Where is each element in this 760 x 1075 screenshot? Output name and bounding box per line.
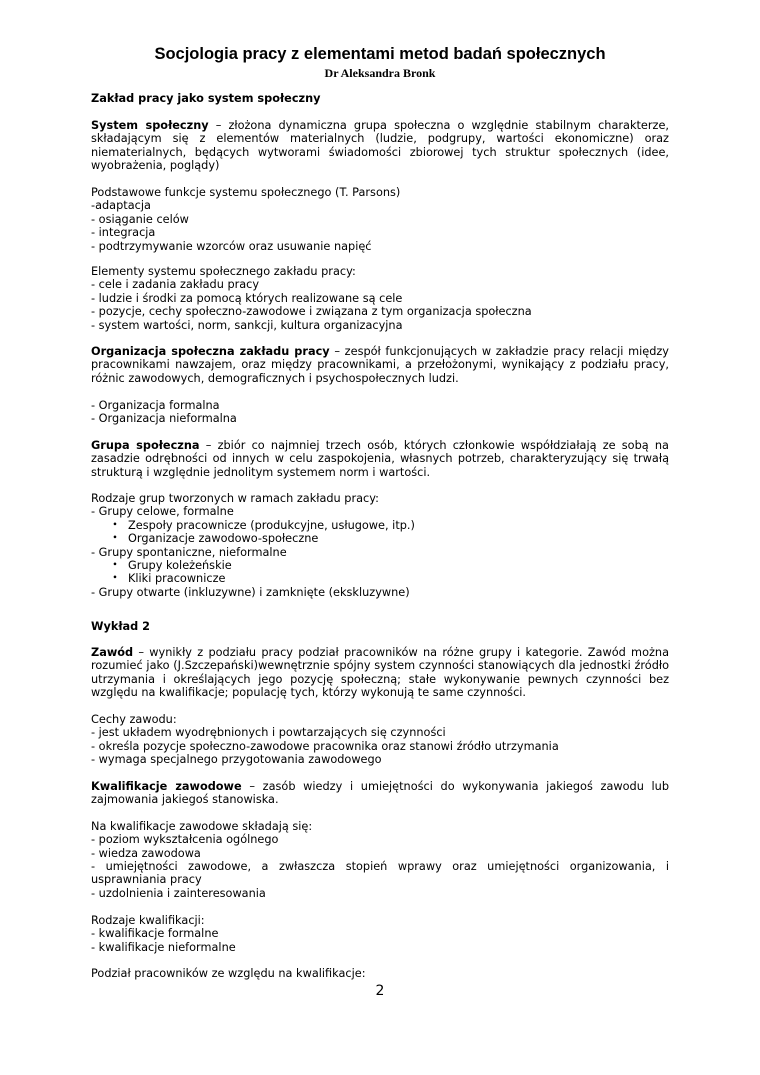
list-item: - kwalifikacje formalne xyxy=(91,927,219,941)
definition-organizacja xyxy=(91,345,669,385)
definition-text: – wynikły z podziału pracy podział pracowników na różne grupy i kategorie. Zawód można rozumieć jako (J.Szczepański)wewnętrznie spójny system czynności stanowiących dla jednostki źródło utrzymania i określających jego pozycję społeczną; stałe wykonywanie pewnych czynności bez względu na kwalifikacje; populację tych, którzy wykonują te same czynności. xyxy=(91,646,669,700)
list-title: Elementy systemu społecznego zakładu pracy: xyxy=(91,265,356,278)
list-title: Rodzaje kwalifikacji: xyxy=(91,914,205,927)
definition-zawod xyxy=(91,646,669,700)
bullet-icon: • xyxy=(113,532,117,545)
list-item: - Grupy spontaniczne, nieformalne xyxy=(91,545,287,559)
page-title: Socjologia pracy z elementami metod badań społecznych xyxy=(154,45,606,63)
term-system-spoleczny: System społeczny xyxy=(91,119,209,132)
definition-system-spoleczny xyxy=(91,119,669,173)
bullet-item: • Zespoły pracownicze (produkcyjne, usługowe, itp.) xyxy=(113,518,415,532)
list-rodzaje-grup xyxy=(91,492,669,599)
list-item: - jest układem wyodrębnionych i powtarzających się czynności xyxy=(91,726,446,740)
list-item: - ludzie i środki za pomocą których realizowane są cele xyxy=(91,291,403,305)
list-title: Podstawowe funkcje systemu społecznego (T. Parsons) xyxy=(91,186,401,199)
definition-text: – złożona dynamiczna grupa społeczna o względnie stabilnym charakterze, składającym się z elementów materialnych (ludzie, podgrupy, wartości ekonomiczne) oraz niematerialnych, będących wytworami świadomości zbiorowej tych struktur społecznych (idee, wyobrażenia, poglądy) xyxy=(91,119,669,173)
bullet-item: • Organizacje zawodowo-społeczne xyxy=(113,532,319,546)
term-organizacja: Organizacja społeczna zakładu pracy xyxy=(91,345,330,358)
list-item: - określa pozycje społeczno-zawodowe pracownika oraz stanowi źródło utrzymania xyxy=(91,739,559,753)
list-item: - kwalifikacje nieformalne xyxy=(91,940,236,954)
section-heading-wyklad: Wykład 2 xyxy=(91,620,151,633)
list-title: Na kwalifikacje zawodowe składają się: xyxy=(91,820,313,833)
term-zawod: Zawód xyxy=(91,646,134,659)
bullet-icon: • xyxy=(113,559,117,572)
page-number: 2 xyxy=(375,983,385,999)
definition-text: – zespół funkcjonujących w zakładzie pracy relacji między pracownikami nawzajem, oraz między pracownikami, a przełożonymi, wynikający z podziału pracy, różnic zawodowych, demograficznych i psychospołecznych ludzi. xyxy=(91,345,669,385)
list-title: Rodzaje grup tworzonych w ramach zakładu pracy: xyxy=(91,492,379,505)
list-item: - Grupy otwarte (inkluzywne) i zamknięte (ekskluzywne) xyxy=(91,585,410,599)
bullet-item: • Grupy koleżeńskie xyxy=(113,559,232,573)
list-item: - integracja xyxy=(91,226,156,240)
list-item: - poziom wykształcenia ogólnego xyxy=(91,833,279,847)
list-item: - cele i zadania zakładu pracy xyxy=(91,278,260,292)
list-item: - podtrzymywanie wzorców oraz usuwanie napięć xyxy=(91,239,372,253)
term-kwalifikacje: Kwalifikacje zawodowe xyxy=(91,780,242,793)
term-grupa: Grupa społeczna xyxy=(91,439,200,452)
list-item-uzdolnienia xyxy=(91,887,669,900)
definition-kwalifikacje xyxy=(91,780,669,807)
list-elementy xyxy=(91,265,669,332)
podzial-title: Podział pracowników ze względu na kwalifikacje: xyxy=(91,967,366,980)
list-funkcje xyxy=(91,186,669,253)
definition-text: – zasób wiedzy i umiejętności do wykonywania jakiegoś zawodu lub zajmowania jakiegoś stanowiska. xyxy=(91,780,669,807)
list-item: - uzdolnienia i zainteresowania xyxy=(91,887,266,900)
bullet-icon: • xyxy=(113,572,117,585)
list-title: Cechy zawodu: xyxy=(91,713,177,726)
author-line: Dr Aleksandra Bronk xyxy=(324,66,436,80)
list-item-umiejetnosci: - umiejętności zawodowe, a zwłaszcza stopień wprawy oraz umiejętności organizowania, i usprawniania pracy xyxy=(91,860,669,887)
definition-text: – zbiór co najmniej trzech osób, których członkowie współdziałają ze sobą na zasadzie odrębności od innych w celu zaspokojenia, własnych potrzeb, charakteryzujący się trwałą strukturą i względnie jednolitym systemem norm i wartości. xyxy=(91,439,669,479)
list-skladniki-title xyxy=(91,820,669,860)
definition-grupa xyxy=(91,439,669,479)
list-organizacja xyxy=(91,399,669,426)
list-item: - Organizacja formalna xyxy=(91,399,220,412)
list-item: - wymaga specjalnego przygotowania zawodowego xyxy=(91,753,382,767)
list-rodzaje-kwalifikacji xyxy=(91,914,669,954)
list-item: - osiąganie celów xyxy=(91,212,189,226)
bullet-item: • Kliki pracownicze xyxy=(113,572,226,586)
list-item: - Organizacja nieformalna xyxy=(91,412,237,426)
list-item: -adaptacja xyxy=(91,199,151,213)
section-heading-zaklad: Zakład pracy jako system społeczny xyxy=(91,92,321,105)
list-item: - wiedza zawodowa xyxy=(91,846,201,860)
list-item: - Grupy celowe, formalne xyxy=(91,505,234,519)
bullet-icon: • xyxy=(113,518,117,531)
list-item: - pozycje, cechy społeczno-zawodowe i związana z tym organizacja społeczna xyxy=(91,305,532,319)
list-item: - system wartości, norm, sankcji, kultura organizacyjna xyxy=(91,318,403,332)
list-cechy xyxy=(91,713,669,767)
